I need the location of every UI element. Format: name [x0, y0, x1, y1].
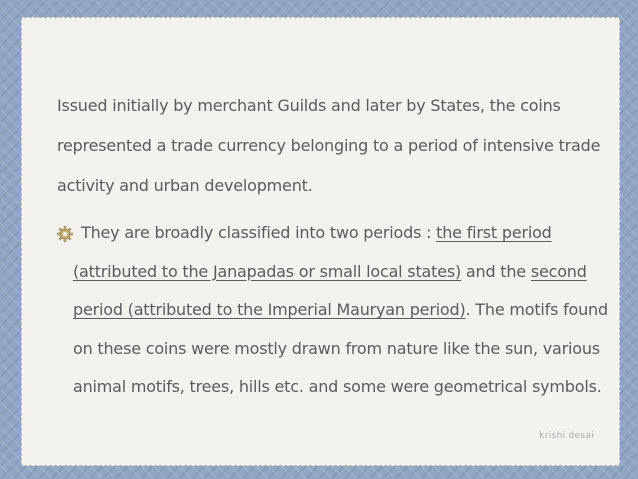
bullet-text-segment: They are broadly classified into two periods :	[81, 223, 437, 242]
bullet-line	[73, 291, 613, 330]
underlined-text: (attributed to the Janapadas or small local states)	[73, 261, 462, 281]
underlined-text: the first period	[436, 223, 552, 242]
author-signature: krishi desai	[539, 431, 594, 441]
bullet-text-segment: and the	[461, 261, 531, 281]
bullet-line	[81, 214, 613, 253]
paragraph-line: activity and urban development.	[57, 176, 313, 195]
bullet-line: on these coins were mostly drawn from nature like the sun, various	[73, 338, 600, 358]
bullet-line: animal motifs, trees, hills etc. and some were geometrical symbols.	[73, 377, 602, 396]
gear-icon	[57, 226, 73, 242]
paragraph-line: represented a trade currency belonging to a period of intensive trade	[57, 136, 601, 155]
bullet-text	[73, 214, 613, 407]
bullet-text-segment: . The motifs found	[465, 300, 608, 319]
intro-paragraph	[57, 86, 601, 206]
underlined-text: period (attributed to the Imperial Mauryan period)	[73, 300, 466, 319]
underlined-text: second	[530, 261, 587, 281]
bullet-line	[73, 253, 613, 292]
paragraph-line: Issued initially by merchant Guilds and later by States, the coins	[57, 96, 561, 115]
